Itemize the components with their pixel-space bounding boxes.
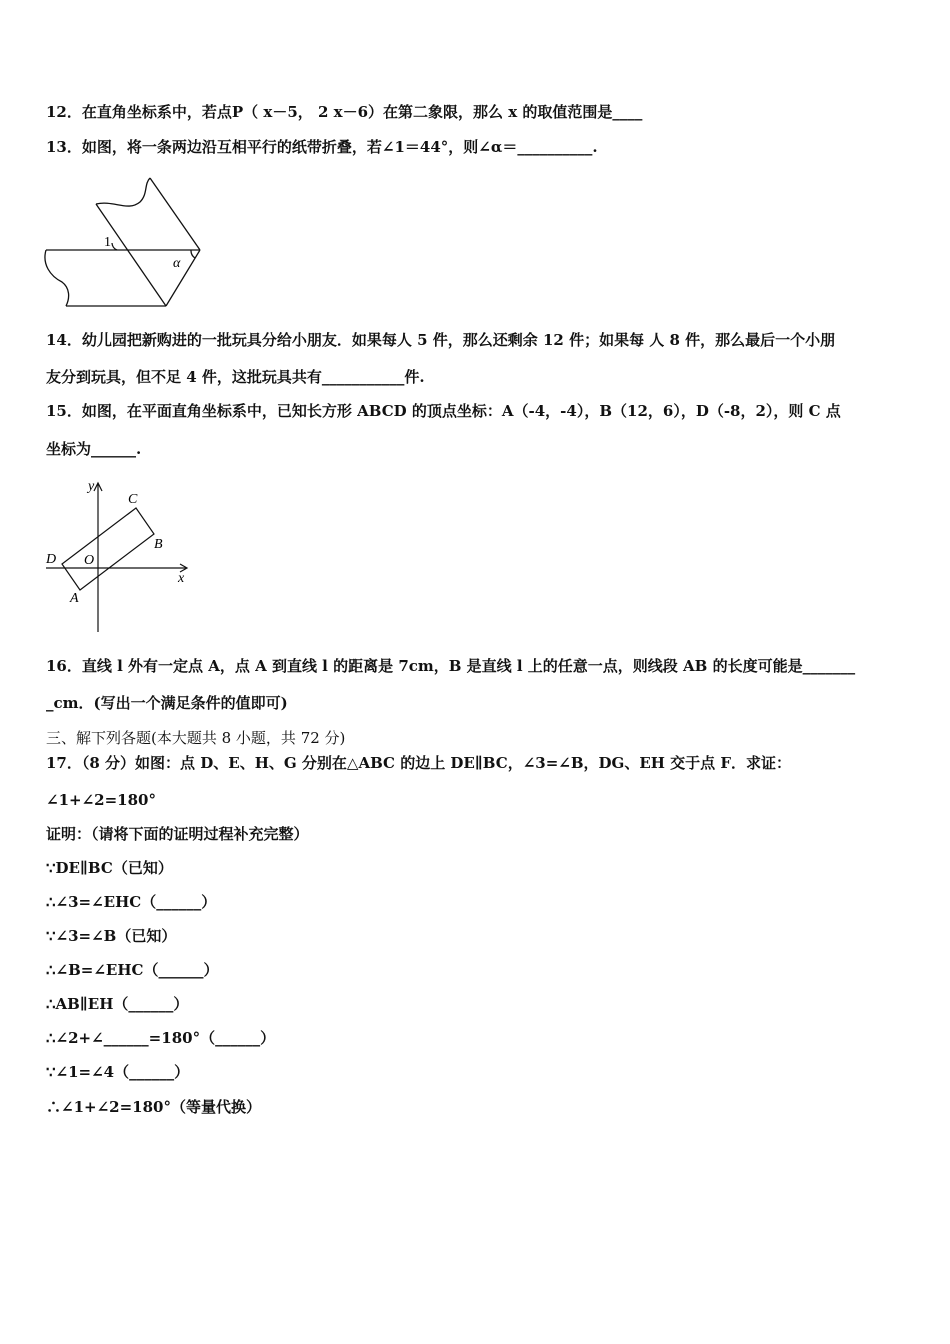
fold-torn-top-edge: [96, 178, 150, 206]
origin-label: O: [84, 553, 95, 568]
fold-left-edge: [96, 204, 166, 306]
vertex-a-label: A: [70, 591, 79, 606]
figure-15-coordinate-plane: [40, 472, 200, 638]
x-axis-label: x: [178, 571, 185, 586]
question-16-line-1: 16．直线 l 外有一定点 A，点 A 到直线 l 的距离是 7cm，B 是直线 l 上的任意一点，则线段 AB 的长度可能是_______: [46, 657, 856, 675]
strip-torn-left-edge: [45, 250, 69, 306]
question-15-line-1: 15．如图，在平面直角坐标系中，已知长方形 ABCD 的顶点坐标：A（-4，-4），B（12，6），D（-8，2），则 C 点: [46, 402, 841, 420]
question-17-goal: ∠1+∠2=180°: [46, 791, 156, 809]
proof-step-6: ∴∠2+∠______=180°（______）: [46, 1029, 276, 1047]
question-13: 13．如图，将一条两边沿互相平行的纸带折叠，若∠1＝44°，则∠α＝__________.: [46, 138, 598, 156]
figure-13-folded-strip: [40, 172, 210, 312]
angle-1-arc: [112, 243, 117, 250]
question-12: 12．在直角坐标系中，若点P（ x－5， 2 x－6）在第二象限，那么 x 的取值范围是____: [46, 103, 643, 121]
section-3-heading: 三、解下列各题(本大题共 8 小题，共 72 分): [46, 729, 346, 747]
angle-1-label: 1: [104, 235, 111, 250]
proof-intro: 证明：（请将下面的证明过程补充完整）: [46, 825, 309, 843]
proof-step-1: ∵DE∥BC（已知）: [46, 859, 173, 877]
proof-step-8: ∴∠1+∠2=180°（等量代换）: [46, 1098, 261, 1116]
question-14-line-1: 14．幼儿园把新购进的一批玩具分给小朋友．如果每人 5 件，那么还剩余 12 件；如果每 人 8 件，那么最后一个小朋: [46, 331, 836, 349]
proof-step-3: ∵∠3=∠B（已知）: [46, 927, 177, 945]
y-axis-label: y: [88, 479, 95, 494]
proof-step-2: ∴∠3=∠EHC（______）: [46, 893, 217, 911]
proof-step-4: ∴∠B=∠EHC（______）: [46, 961, 219, 979]
vertex-b-label: B: [154, 537, 163, 552]
question-14-line-2: 友分到玩具，但不足 4 件，这批玩具共有___________件.: [46, 368, 425, 386]
vertex-c-label: C: [128, 492, 138, 507]
question-15-line-2: 坐标为______.: [46, 440, 142, 458]
angle-alpha-arc: [191, 250, 195, 258]
proof-step-7: ∵∠1=∠4（______）: [46, 1063, 190, 1081]
rectangle-abcd: [62, 508, 154, 590]
question-16-line-2: _cm．(写出一个满足条件的值即可): [46, 694, 288, 712]
angle-alpha-label: α: [173, 256, 181, 271]
question-17: 17．（8 分）如图：点 D、E、H、G 分别在△ABC 的边上 DE∥BC，∠3=∠B，DG、EH 交于点 F．求证：: [46, 754, 792, 772]
fold-crease: [166, 250, 200, 306]
fold-right-edge: [150, 178, 200, 250]
proof-step-5: ∴AB∥EH（______）: [46, 995, 189, 1013]
vertex-d-label: D: [46, 552, 57, 567]
